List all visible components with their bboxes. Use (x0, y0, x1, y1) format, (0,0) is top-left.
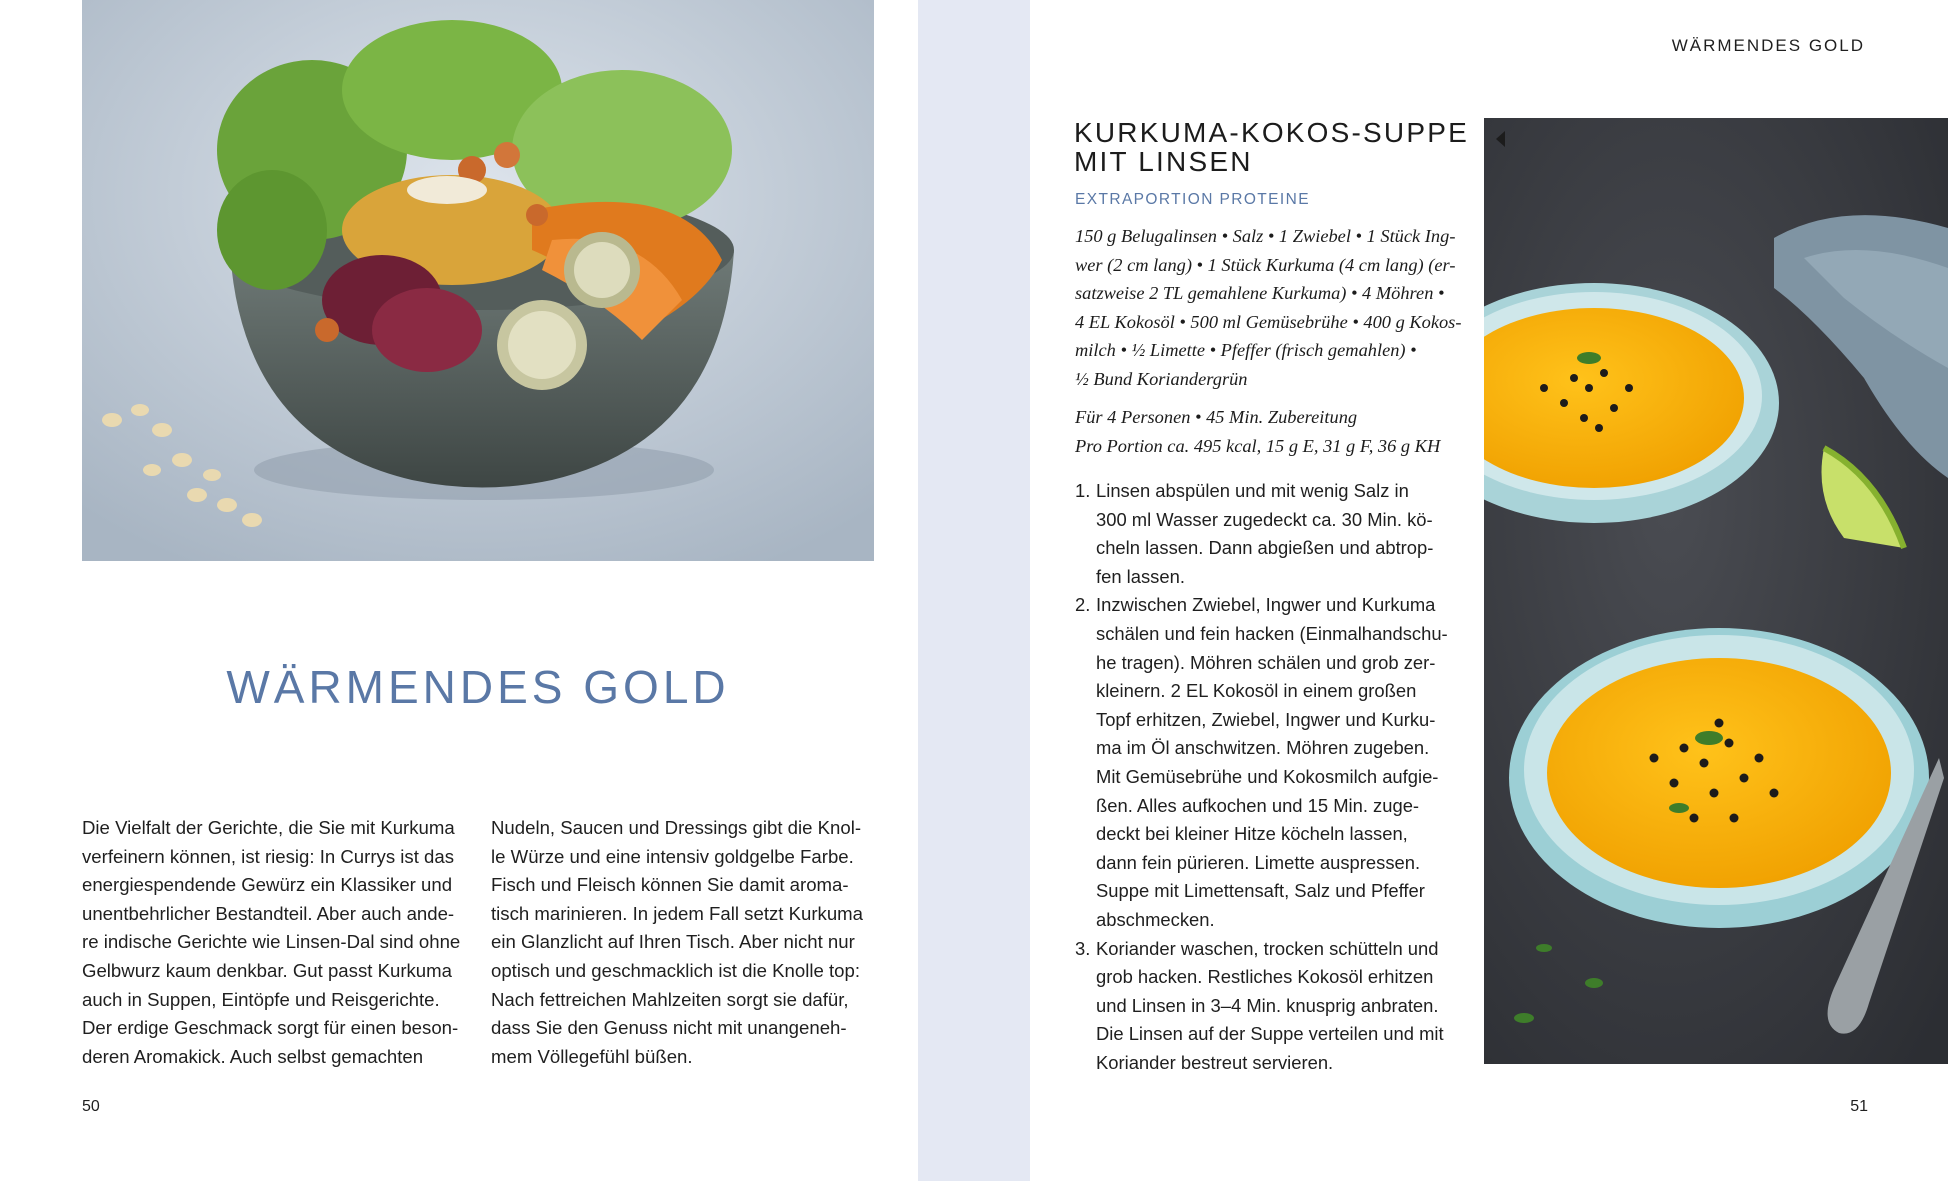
intro-line: ein Glanzlicht auf Ihren Tisch. Aber nicht nur (491, 931, 855, 953)
page-number-right: 51 (1850, 1098, 1868, 1115)
step-line: he tragen). Möhren schälen und grob zer- (1096, 651, 1436, 673)
soup-photo (1484, 118, 1948, 1064)
caret-left-icon (1496, 131, 1505, 147)
step-3 (1075, 935, 1465, 1078)
intro-text-column-2 (491, 814, 879, 1071)
intro-line: optisch und geschmacklich ist die Knolle top: (491, 959, 860, 981)
intro-line: le Würze und eine intensiv goldgelbe Farbe. (491, 845, 854, 867)
step-line: und Linsen in 3–4 Min. knusprig anbraten. (1096, 994, 1439, 1016)
step-line: Die Linsen auf der Suppe verteilen und mit (1096, 1023, 1444, 1045)
recipe-title-line: KURKUMA-KOKOS-SUPPE (1074, 117, 1469, 148)
intro-text-column-1 (82, 814, 470, 1071)
intro-line: Der erdige Geschmack sorgt für einen beson- (82, 1017, 459, 1039)
right-page (1030, 0, 1948, 1181)
step-line: fen lassen. (1096, 565, 1185, 587)
salad-bowl-photo (82, 0, 874, 561)
page-number-left: 50 (82, 1098, 100, 1115)
intro-line: Nudeln, Saucen und Dressings gibt die Knol- (491, 817, 862, 838)
intro-line: auch in Suppen, Eintöpfe und Reisgerichte. (82, 988, 440, 1010)
step-line: ma im Öl anschwitzen. Möhren zugeben. (1096, 737, 1430, 759)
salad-bowl-illustration (82, 0, 874, 561)
recipe-title (1074, 118, 1474, 176)
step-line: dann fein pürieren. Limette auspressen. (1096, 851, 1421, 873)
intro-line: Nach fettreichen Mahlzeiten sorgt sie dafür, (491, 988, 849, 1010)
recipe-subtitle: EXTRAPORTION PROTEINE (1075, 191, 1310, 208)
step-1 (1075, 477, 1465, 591)
ingredient-line: wer (2 cm lang) • 1 Stück Kurkuma (4 cm lang) (er- (1075, 254, 1456, 275)
preparation-steps (1075, 477, 1465, 1077)
intro-line: Die Vielfalt der Gerichte, die Sie mit Kurkuma (82, 817, 455, 838)
recipe-meta (1075, 403, 1455, 460)
intro-line: mem Völlegefühl büßen. (491, 1045, 693, 1067)
ingredient-line: 4 EL Kokosöl • 500 ml Gemüsebrühe • 400 g Kokos- (1075, 311, 1462, 332)
step-line: schälen und fein hacken (Einmalhandschu- (1096, 622, 1448, 644)
step-number: 2. (1075, 594, 1091, 616)
step-line: kleinern. 2 EL Kokosöl in einem großen (1096, 680, 1417, 702)
intro-line: energiespendende Gewürz ein Klassiker und (82, 874, 453, 896)
step-line: Koriander waschen, trocken schütteln und (1096, 937, 1439, 959)
intro-line: Gelbwurz kaum denkbar. Gut passt Kurkuma (82, 959, 452, 981)
ingredients-list (1075, 222, 1462, 394)
nutrition-info: Pro Portion ca. 495 kcal, 15 g E, 31 g F, 36 g KH (1075, 435, 1441, 456)
servings-time: Für 4 Personen • 45 Min. Zubereitung (1075, 407, 1358, 427)
step-2 (1075, 591, 1465, 934)
intro-line: tisch marinieren. In jedem Fall setzt Kurkuma (491, 902, 864, 924)
left-page (0, 0, 918, 1181)
intro-line: deren Aromakick. Auch selbst gemachten (82, 1045, 424, 1067)
step-line: Linsen abspülen und mit wenig Salz in (1096, 480, 1409, 501)
step-line: abschmecken. (1096, 908, 1215, 930)
step-line: Topf erhitzen, Zwiebel, Ingwer und Kurku- (1096, 708, 1436, 730)
intro-line: re indische Gerichte wie Linsen-Dal sind ohne (82, 931, 461, 953)
intro-line: Fisch und Fleisch können Sie damit aroma- (491, 874, 849, 896)
step-line: cheln lassen. Dann abgießen und abtrop- (1096, 537, 1434, 559)
soup-bowls-illustration (1484, 118, 1948, 1064)
step-line: Mit Gemüsebrühe und Kokosmilch aufgie- (1096, 765, 1439, 787)
ingredient-line: milch • ½ Limette • Pfeffer (frisch gemahlen) • (1075, 340, 1417, 361)
intro-line: verfeinern können, ist riesig: In Currys ist das (82, 845, 455, 867)
step-number: 1. (1075, 480, 1091, 501)
step-line: Suppe mit Limettensaft, Salz und Pfeffer (1096, 880, 1425, 902)
step-line: Koriander bestreut servieren. (1096, 1051, 1334, 1073)
step-line: 300 ml Wasser zugedeckt ca. 30 Min. kö- (1096, 508, 1433, 530)
intro-line: dass Sie den Genuss nicht mit unangeneh- (491, 1017, 847, 1039)
step-line: ßen. Alles aufkochen und 15 Min. zuge- (1096, 794, 1420, 816)
ingredient-line: ½ Bund Koriandergrün (1075, 368, 1248, 389)
recipe-title-line: MIT LINSEN (1074, 146, 1253, 177)
intro-line: unentbehrlicher Bestandteil. Aber auch ande- (82, 902, 455, 924)
running-head: WÄRMENDES GOLD (1671, 36, 1865, 55)
step-line: grob hacken. Restliches Kokosöl erhitzen (1096, 966, 1434, 988)
step-line: deckt bei kleiner Hitze köcheln lassen, (1096, 823, 1408, 845)
chapter-title: WÄRMENDES GOLD (226, 661, 730, 713)
ingredient-line: satzweise 2 TL gemahlene Kurkuma) • 4 Möhren • (1075, 283, 1445, 304)
step-line: Inzwischen Zwiebel, Ingwer und Kurkuma (1096, 594, 1436, 616)
ingredient-line: 150 g Belugalinsen • Salz • 1 Zwiebel • 1 Stück Ing- (1075, 226, 1456, 246)
step-number: 3. (1075, 937, 1091, 959)
